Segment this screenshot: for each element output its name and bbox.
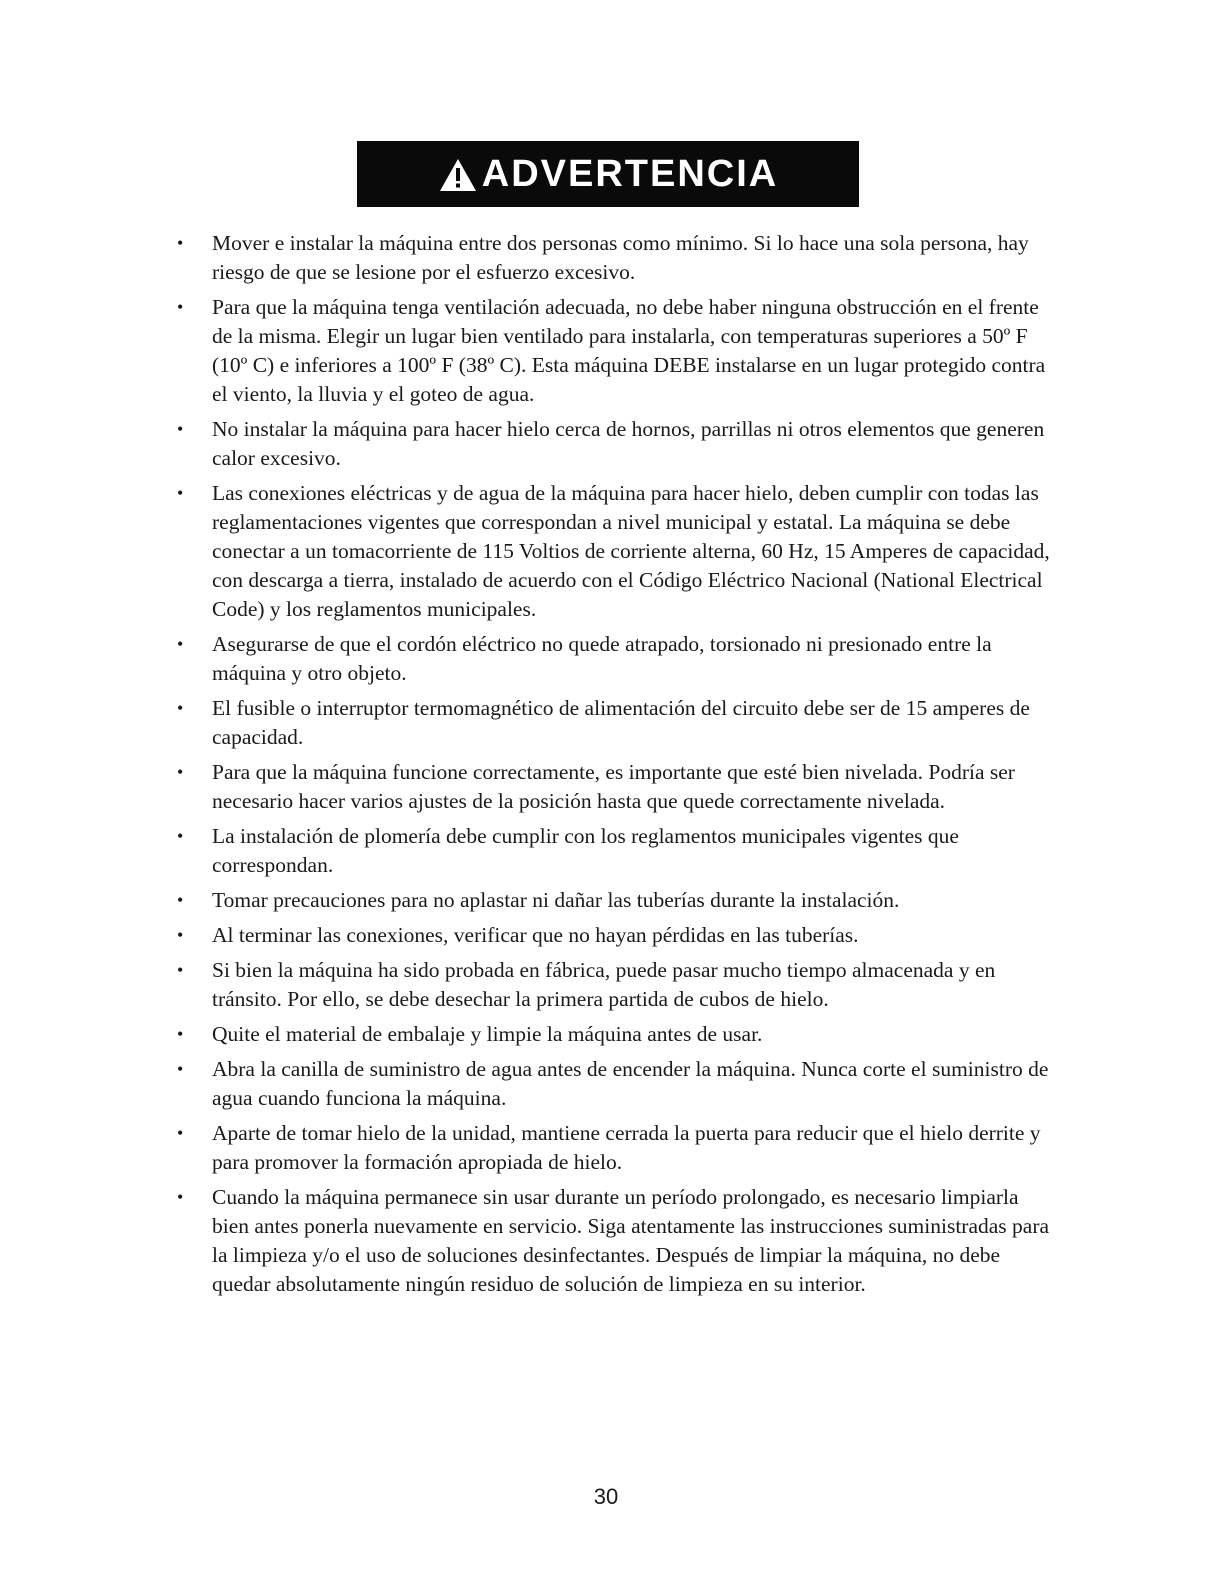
list-item xyxy=(170,886,1050,915)
list-item xyxy=(170,956,1050,1014)
list-item xyxy=(170,1183,1050,1299)
list-item xyxy=(170,630,1050,688)
list-item-text: Al terminar las conexiones, verificar que no hayan pérdidas en las tuberías. xyxy=(212,923,859,947)
list-item-text: Abra la canilla de suministro de agua antes de encender la máquina. Nunca corte el suministro de agua cuando funciona la máquina. xyxy=(212,1057,1049,1110)
list-item-text: Aparte de tomar hielo de la unidad, mantiene cerrada la puerta para reducir que el hielo derrite y para promover la formación apropiada de hielo. xyxy=(212,1121,1041,1174)
list-item-text: Si bien la máquina ha sido probada en fábrica, puede pasar mucho tiempo almacenada y en tránsito. Por ello, se debe desechar la primera partida de cubos de hielo. xyxy=(212,958,996,1011)
list-item xyxy=(170,293,1050,409)
bullet-icon: • xyxy=(177,925,184,945)
list-item-text: Asegurarse de que el cordón eléctrico no quede atrapado, torsionado ni presionado entre la máquina y otro objeto. xyxy=(212,632,992,685)
warning-triangle-icon xyxy=(438,157,478,193)
list-item xyxy=(170,1055,1050,1113)
bullet-icon: • xyxy=(177,698,184,718)
bullet-icon: • xyxy=(177,1123,184,1143)
page-number: 30 xyxy=(593,1484,619,1509)
list-item-text: Cuando la máquina permanece sin usar durante un período prolongado, es necesario limpiarla bien antes ponerla nuevamente en servicio. Siga atentamente las instrucciones suministradas para la limpieza y/o el uso de soluciones desinfectantes. Después de limpiar la máquina, no debe quedar absolutamente ningún residuo de solución de limpieza en su interior. xyxy=(212,1185,1050,1296)
list-item xyxy=(170,1119,1050,1177)
list-item xyxy=(170,758,1050,816)
bullet-icon: • xyxy=(177,1059,184,1079)
list-item-text: Tomar precauciones para no aplastar ni dañar las tuberías durante la instalación. xyxy=(212,888,900,912)
warning-banner xyxy=(357,141,859,207)
list-item xyxy=(170,921,1050,950)
list-item-text: Mover e instalar la máquina entre dos personas como mínimo. Si lo hace una sola persona, hay riesgo de que se lesione por el esfuerzo excesivo. xyxy=(212,231,1029,284)
list-item xyxy=(170,694,1050,752)
list-item-text: La instalación de plomería debe cumplir con los reglamentos municipales vigentes que correspondan. xyxy=(212,824,959,877)
bullet-icon: • xyxy=(177,297,184,317)
warning-title: ADVERTENCIA xyxy=(481,153,779,195)
list-item-text: Para que la máquina tenga ventilación adecuada, no debe haber ninguna obstrucción en el frente de la misma. Elegir un lugar bien ventilado para instalarla, con temperaturas superiores a 50º F (10º C) e inferiores a 100º F (38º C). Esta máquina DEBE instalarse en un lugar protegido contra el viento, la lluvia y el goteo de agua. xyxy=(212,295,1046,406)
list-item-text: Quite el material de embalaje y limpie la máquina antes de usar. xyxy=(212,1022,763,1046)
list-item xyxy=(170,479,1050,624)
list-item xyxy=(170,822,1050,880)
bullet-icon: • xyxy=(177,890,184,910)
bullet-icon: • xyxy=(177,762,184,782)
list-item-text: Las conexiones eléctricas y de agua de la máquina para hacer hielo, deben cumplir con todas las reglamentaciones vigentes que correspondan a nivel municipal y estatal. La máquina se debe conectar a un tomacorriente de 115 Voltios de corriente alterna, 60 Hz, 15 Amperes de capacidad, con descarga a tierra, instalado de acuerdo con el Código Eléctrico Nacional (National Electrical Code) y los reglamentos municipales. xyxy=(212,481,1050,621)
bullet-icon: • xyxy=(177,419,184,439)
bullet-icon: • xyxy=(177,233,184,253)
warning-list xyxy=(170,229,1050,1305)
list-item xyxy=(170,1020,1050,1049)
list-item xyxy=(170,229,1050,287)
bullet-icon: • xyxy=(177,1024,184,1044)
bullet-icon: • xyxy=(177,960,184,980)
list-item-text: Para que la máquina funcione correctamente, es importante que esté bien nivelada. Podría ser necesario hacer varios ajustes de la posición hasta que quede correctamente nivelada. xyxy=(212,760,1015,813)
bullet-icon: • xyxy=(177,634,184,654)
bullet-icon: • xyxy=(177,483,184,503)
bullet-icon: • xyxy=(177,826,184,846)
list-item-text: No instalar la máquina para hacer hielo cerca de hornos, parrillas ni otros elementos que generen calor excesivo. xyxy=(212,417,1045,470)
list-item-text: El fusible o interruptor termomagnético de alimentación del circuito debe ser de 15 amperes de capacidad. xyxy=(212,696,1030,749)
list-item xyxy=(170,415,1050,473)
bullet-icon: • xyxy=(177,1187,184,1207)
